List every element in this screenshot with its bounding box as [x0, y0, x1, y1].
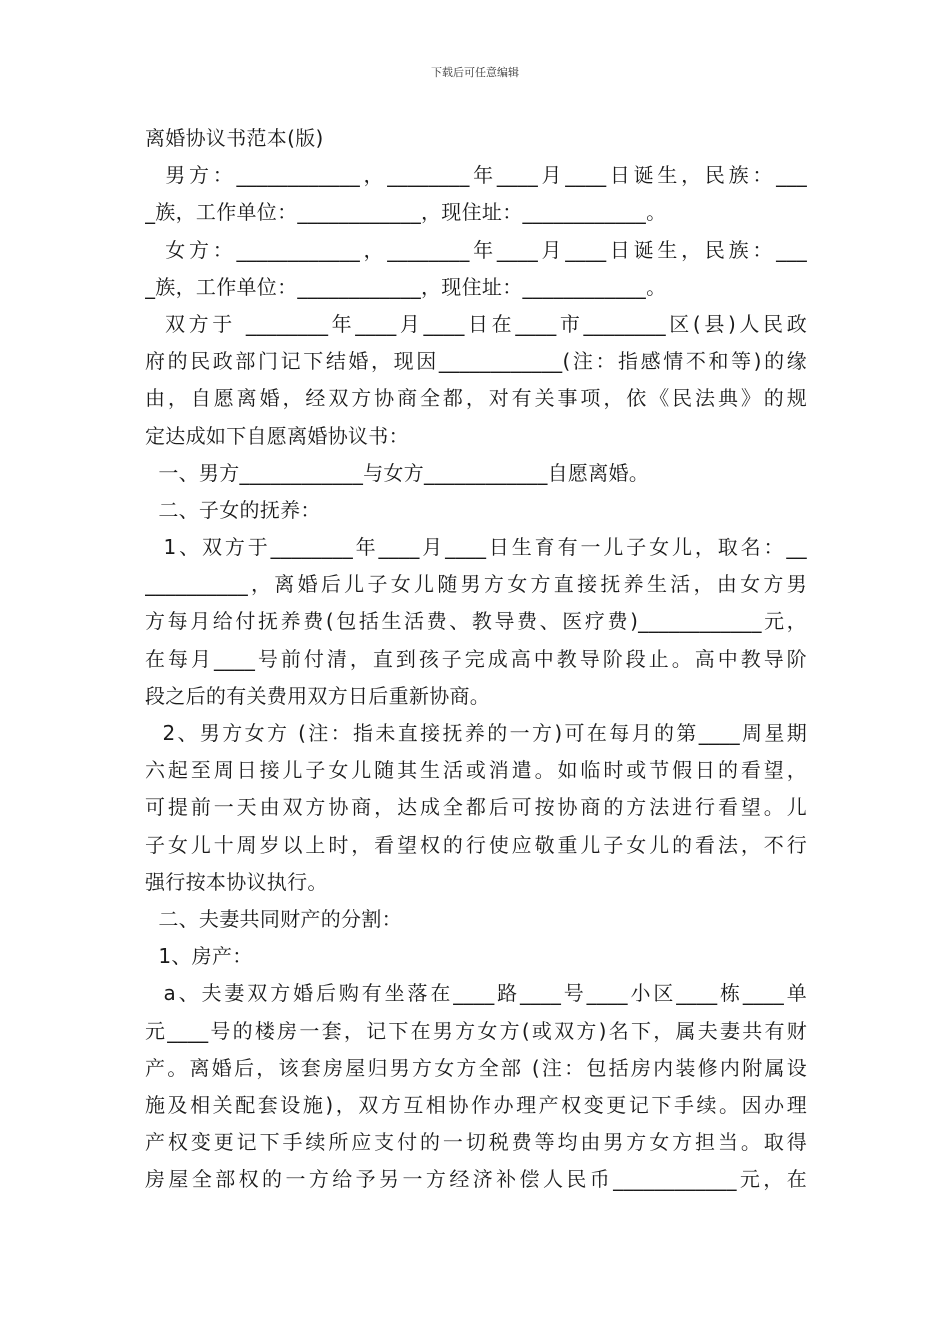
text-line: 方每月给付抚养费(包括生活费、教导费、医疗费)____________元， [145, 609, 807, 634]
text-line: 双方于 ________年____月____日在____市________区(县)人民政 [145, 311, 807, 336]
text-line: 一、男方____________与女方____________自愿离婚。 [145, 460, 650, 485]
text-line: 府的民政部门记下结婚，现因____________(注：指感情不和等)的缘 [145, 349, 807, 374]
text-line: 产。离婚后，该套房屋归男方女方全部 (注：包括房内装修内附属设 [145, 1055, 807, 1080]
document-title: 离婚协议书范本(版) [145, 126, 324, 150]
text-line: __________，离婚后儿子女儿随男方女方直接抚养生活，由女方男 [145, 572, 807, 597]
text-line: 六起至周日接儿子女儿随其生活或消遣。如临时或节假日的看望， [145, 758, 807, 783]
text-line: 可提前一天由双方协商，达成全都后可按协商的方法进行看望。儿 [145, 795, 807, 820]
text-line: 产权变更记下手续所应支付的一切税费等均由男方女方担当。取得 [145, 1130, 807, 1155]
page-header: 下载后可任意编辑 [431, 66, 519, 79]
document-body [145, 120, 807, 1198]
text-line: 1、双方于________年____月____日生育有一儿子女儿，取名：__ [145, 535, 807, 560]
text-line: 由，自愿离婚，经双方协商全都，对有关事项，依《民法典》的规 [145, 386, 807, 411]
text-line: 女方：____________，________年____月____日诞生，民族：___ [145, 237, 807, 262]
section-heading: 二、子女的抚养： [145, 497, 321, 522]
text-line: 房屋全部权的一方给予另一方经济补偿人民币____________元，在 [145, 1167, 807, 1192]
subsection-heading: 1、房产： [145, 944, 253, 969]
text-line: 定达成如下自愿离婚协议书： [145, 423, 409, 448]
text-line: 男方：____________，________年____月____日诞生，民族：___ [145, 163, 807, 188]
text-line: 2、男方女方 (注：指未直接抚养的一方)可在每月的第____周星期 [145, 721, 807, 745]
text-line: 段之后的有关费用双方日后重新协商。 [145, 683, 491, 708]
text-line: 在每月____号前付清，直到孩子完成高中教导阶段止。高中教导阶 [145, 646, 807, 671]
text-line: 元____号的楼房一套，记下在男方女方(或双方)名下，属夫妻共有财 [145, 1018, 807, 1043]
text-line: 子女儿十周岁以上时，看望权的行使应敬重儿子女儿的看法，不行 [145, 832, 807, 857]
text-line: 施及相关配套设施)，双方互相协作办理产权变更记下手续。因办理 [145, 1092, 807, 1117]
text-line: 强行按本协议执行。 [145, 869, 328, 894]
section-heading: 二、夫妻共同财产的分割： [145, 906, 402, 931]
text-line: _族，工作单位：____________，现住址：____________。 [145, 200, 667, 225]
text-line: a、夫妻双方婚后购有坐落在____路____号____小区____栋____单 [145, 981, 807, 1006]
text-line: _族，工作单位：____________，现住址：____________。 [145, 274, 667, 299]
